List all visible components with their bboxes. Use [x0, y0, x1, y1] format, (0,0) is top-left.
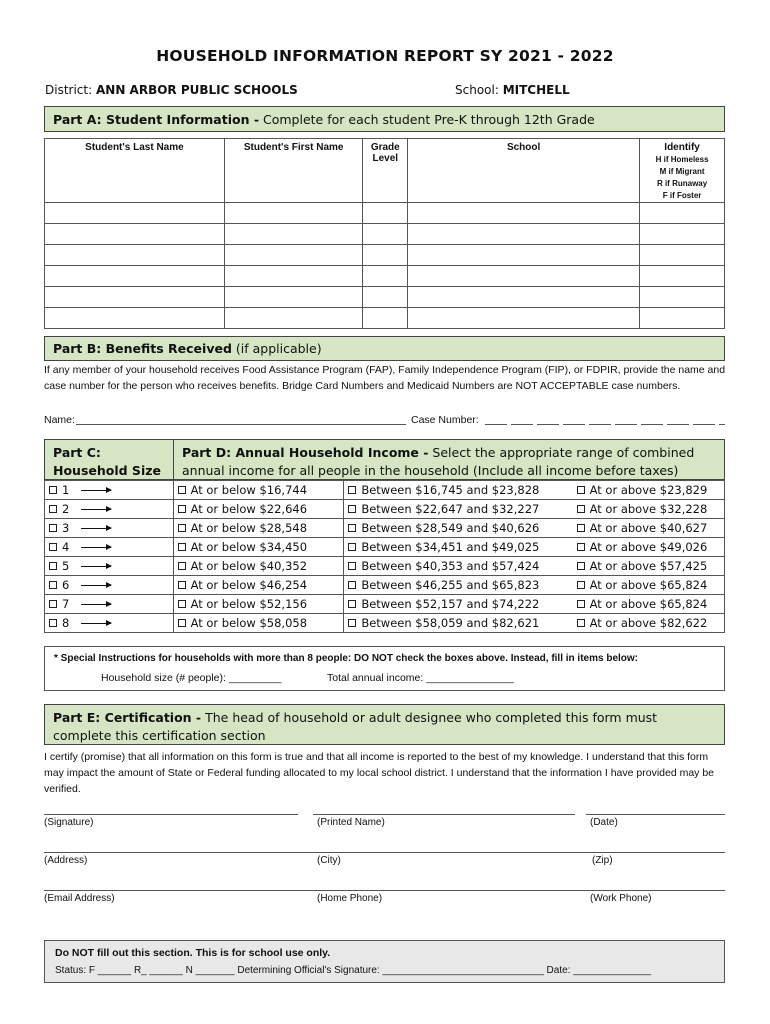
total-income-field[interactable]: Total annual income: _______________	[327, 672, 514, 684]
part-a-subheading: Complete for each student Pre-K through 12th Grade	[259, 111, 595, 127]
col-school: School	[408, 139, 640, 203]
office-use-box	[44, 940, 725, 983]
checkbox-icon[interactable]	[577, 505, 585, 513]
income-low-option[interactable]: At or below $52,156	[173, 595, 344, 614]
checkbox-icon[interactable]	[49, 619, 57, 627]
part-d-header	[173, 439, 725, 480]
part-e-header	[44, 704, 725, 745]
income-high-option[interactable]: At or above $40,627	[573, 519, 725, 538]
part-b-header	[44, 336, 725, 361]
checkbox-icon[interactable]	[577, 581, 585, 589]
work-phone-label: (Work Phone)	[590, 893, 652, 904]
checkbox-icon[interactable]	[577, 543, 585, 551]
school-line	[455, 83, 570, 97]
checkbox-icon[interactable]	[348, 543, 356, 551]
income-mid-option[interactable]: Between $40,353 and $57,424	[344, 557, 573, 576]
col-last-name: Student's Last Name	[45, 139, 225, 203]
checkbox-icon[interactable]	[577, 562, 585, 570]
income-mid-option[interactable]: Between $46,255 and $65,823	[344, 576, 573, 595]
home-phone-label: (Home Phone)	[317, 893, 383, 904]
checkbox-icon[interactable]	[178, 505, 186, 513]
checkbox-icon[interactable]	[49, 600, 57, 608]
income-mid-option[interactable]: Between $58,059 and $82,621	[344, 614, 573, 633]
part-d-heading: Part D: Annual Household Income -	[182, 445, 429, 460]
checkbox-icon[interactable]	[178, 581, 186, 589]
office-use-heading: Do NOT fill out this section. This is for school use only.	[55, 947, 331, 959]
part-b-subheading: (if applicable)	[231, 341, 322, 356]
signature-field[interactable]	[44, 814, 298, 815]
date-label: (Date)	[590, 817, 618, 828]
contact-field[interactable]	[44, 890, 725, 891]
address-field[interactable]	[44, 852, 725, 853]
arrow-right-icon	[81, 623, 111, 624]
arrow-right-icon	[81, 528, 111, 529]
household-size-field[interactable]: Household size (# people): _________	[101, 672, 282, 684]
checkbox-icon[interactable]	[348, 524, 356, 532]
checkbox-icon[interactable]	[49, 581, 57, 589]
income-mid-option[interactable]: Between $34,451 and $49,025	[344, 538, 573, 557]
school-value: MITCHELL	[502, 83, 570, 97]
table-row	[45, 614, 725, 633]
income-low-option[interactable]: At or below $16,744	[173, 481, 344, 500]
checkbox-icon[interactable]	[49, 524, 57, 532]
case-number-label: Case Number:	[411, 414, 479, 426]
household-size-option[interactable]: 2	[45, 500, 174, 519]
col-first-name: Student's First Name	[224, 139, 363, 203]
col-grade: Grade Level	[363, 139, 408, 203]
arrow-right-icon	[81, 490, 111, 491]
part-e-heading: Part E: Certification -	[53, 710, 202, 725]
printed-name-field[interactable]	[313, 814, 575, 815]
address-label: (Address)	[44, 855, 88, 866]
table-row	[45, 287, 725, 308]
district-line	[45, 83, 298, 97]
income-low-option[interactable]: At or below $28,548	[173, 519, 344, 538]
checkbox-icon[interactable]	[178, 524, 186, 532]
income-high-option[interactable]: At or above $65,824	[573, 595, 725, 614]
part-c-line1: Part C:	[53, 445, 101, 460]
checkbox-icon[interactable]	[577, 486, 585, 494]
household-size-option[interactable]: 4	[45, 538, 174, 557]
arrow-right-icon	[81, 509, 111, 510]
table-row	[45, 500, 725, 519]
income-low-option[interactable]: At or below $46,254	[173, 576, 344, 595]
income-high-option[interactable]: At or above $82,622	[573, 614, 725, 633]
email-label: (Email Address)	[44, 893, 115, 904]
district-value: ANN ARBOR PUBLIC SCHOOLS	[95, 83, 298, 97]
form-title: HOUSEHOLD INFORMATION REPORT SY 2021 - 2022	[156, 47, 614, 65]
arrow-right-icon	[81, 547, 111, 548]
household-size-option[interactable]: 3	[45, 519, 174, 538]
income-mid-option[interactable]: Between $28,549 and $40,626	[344, 519, 573, 538]
checkbox-icon[interactable]	[577, 619, 585, 627]
table-row	[45, 519, 725, 538]
checkbox-icon[interactable]	[49, 505, 57, 513]
signature-label: (Signature)	[44, 817, 94, 828]
arrow-right-icon	[81, 566, 111, 567]
table-row	[45, 557, 725, 576]
checkbox-icon[interactable]	[348, 562, 356, 570]
office-status-line: Status: F ______ R_ ______ N _______ Determining Official's Signature: _____________________________ Date: ______________	[55, 965, 652, 976]
case-number-field[interactable]	[485, 424, 725, 425]
district-label: District:	[45, 83, 93, 97]
checkbox-icon[interactable]	[49, 486, 57, 494]
household-size-option[interactable]: 1	[45, 481, 174, 500]
part-b-instructions: If any member of your household receives Food Assistance Program (FAP), Family Independence Program (FIP), or FDPIR, provide the name and case number for the person who receives benefits. Bridge Card Numbers and Medicaid Numbers are NOT ACCEPTABLE case numbers.	[44, 364, 726, 392]
part-e-subheading: The head of household or adult designee who completed this form must complete this certification section	[53, 710, 662, 743]
part-a-header	[44, 106, 725, 132]
arrow-right-icon	[81, 585, 111, 586]
income-low-option[interactable]: At or below $58,058	[173, 614, 344, 633]
certification-text: I certify (promise) that all information on this form is true and that all income is reported to the best of my knowledge. I understand that this form may impact the amount of State or Federal funding allocated to my local school district. I understand that the information I have provided may be verified.	[44, 751, 715, 795]
checkbox-icon[interactable]	[348, 486, 356, 494]
checkbox-icon[interactable]	[348, 600, 356, 608]
special-instructions-box	[44, 646, 725, 691]
income-low-option[interactable]: At or below $22,646	[173, 500, 344, 519]
checkbox-icon[interactable]	[178, 619, 186, 627]
school-label: School:	[455, 83, 499, 97]
income-high-option[interactable]: At or above $23,829	[573, 481, 725, 500]
checkbox-icon[interactable]	[49, 562, 57, 570]
checkbox-icon[interactable]	[348, 505, 356, 513]
date-field[interactable]	[586, 814, 725, 815]
benefits-name-label: Name:	[44, 414, 75, 426]
income-mid-option[interactable]: Between $22,647 and $32,227	[344, 500, 573, 519]
checkbox-icon[interactable]	[178, 562, 186, 570]
table-row	[45, 538, 725, 557]
table-row	[45, 481, 725, 500]
student-table-header	[45, 139, 725, 203]
table-row	[45, 245, 725, 266]
income-high-option[interactable]: At or above $57,425	[573, 557, 725, 576]
income-mid-option[interactable]: Between $16,745 and $23,828	[344, 481, 573, 500]
table-row	[45, 224, 725, 245]
table-row	[45, 308, 725, 329]
checkbox-icon[interactable]	[577, 524, 585, 532]
checkbox-icon[interactable]	[178, 486, 186, 494]
city-label: (City)	[317, 855, 341, 866]
table-row	[45, 203, 725, 224]
household-size-option[interactable]: 5	[45, 557, 174, 576]
student-table	[44, 138, 725, 329]
income-mid-option[interactable]: Between $52,157 and $74,222	[344, 595, 573, 614]
income-table	[44, 480, 725, 633]
arrow-right-icon	[81, 604, 111, 605]
checkbox-icon[interactable]	[577, 600, 585, 608]
table-row	[45, 595, 725, 614]
checkbox-icon[interactable]	[178, 543, 186, 551]
col-identify: Identify H if Homeless M if Migrant R if Runaway F if Foster	[640, 139, 725, 203]
checkbox-icon[interactable]	[348, 581, 356, 589]
table-row	[45, 266, 725, 287]
income-low-option[interactable]: At or below $40,352	[173, 557, 344, 576]
income-high-option[interactable]: At or above $49,026	[573, 538, 725, 557]
checkbox-icon[interactable]	[178, 600, 186, 608]
household-size-option[interactable]: 6	[45, 576, 174, 595]
household-size-option[interactable]: 8	[45, 614, 174, 633]
zip-label: (Zip)	[592, 855, 613, 866]
checkbox-icon[interactable]	[49, 543, 57, 551]
income-low-option[interactable]: At or below $34,450	[173, 538, 344, 557]
income-high-option[interactable]: At or above $65,824	[573, 576, 725, 595]
household-size-option[interactable]: 7	[45, 595, 174, 614]
printed-name-label: (Printed Name)	[317, 817, 385, 828]
special-instructions-text: * Special Instructions for households with more than 8 people: DO NOT check the boxes above. Instead, fill in items below:	[54, 653, 638, 664]
part-b-heading: Part B: Benefits Received	[53, 341, 232, 356]
income-high-option[interactable]: At or above $32,228	[573, 500, 725, 519]
part-d-subheading: Select the appropriate range of combined annual income for all people in the household (Include all income before taxes)	[182, 445, 699, 478]
part-c-line2: Household Size	[53, 463, 161, 478]
part-c-header	[44, 439, 174, 480]
table-row	[45, 576, 725, 595]
part-a-heading: Part A: Student Information -	[53, 111, 260, 127]
benefits-name-field[interactable]	[76, 424, 406, 425]
checkbox-icon[interactable]	[348, 619, 356, 627]
